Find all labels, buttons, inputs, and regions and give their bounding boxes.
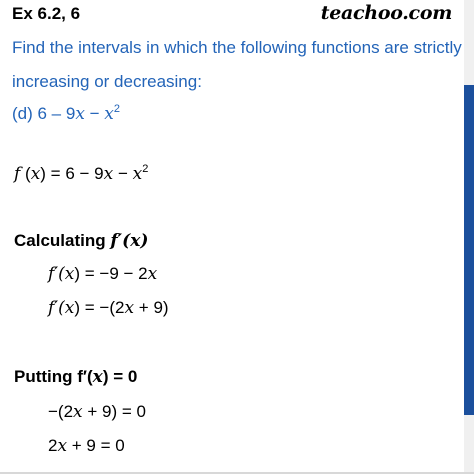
paren-open: ( xyxy=(20,164,31,183)
paren-close: ) xyxy=(140,231,149,251)
question-line-1: Find the intervals in which the following functions are strictly xyxy=(12,38,462,57)
minus-sign: − xyxy=(84,104,105,123)
part-a: −(2 xyxy=(48,402,74,421)
derivative-line-1 xyxy=(48,264,157,284)
exercise-title: Ex 6.2, 6 xyxy=(12,4,81,23)
var-x: x xyxy=(104,104,114,124)
question-line-2: increasing or decreasing: xyxy=(12,72,202,91)
var-x: x xyxy=(132,164,143,184)
function-definition xyxy=(14,163,148,184)
heading-a: Putting f′( xyxy=(14,367,93,386)
part-prefix: (d) 6 – 9 xyxy=(12,104,76,123)
part-a: 2 xyxy=(48,436,58,455)
rhs-part-a: = 6 − 9 xyxy=(45,164,104,183)
var-x: x xyxy=(124,298,135,318)
derivative-line-2 xyxy=(48,298,169,318)
func-fprime: f′( xyxy=(48,264,65,284)
heading-b: ) = 0 xyxy=(102,367,138,386)
exponent: 2 xyxy=(142,163,149,175)
zero-line-2 xyxy=(48,436,125,456)
paren-close: ) xyxy=(40,164,46,183)
var-x: x xyxy=(64,298,75,318)
rhs: ) = −9 − 2 xyxy=(74,264,148,283)
var-x: x xyxy=(103,164,114,184)
var-x: x xyxy=(73,402,83,422)
question-part-d xyxy=(12,103,120,124)
exponent: 2 xyxy=(113,103,120,115)
zero-heading xyxy=(14,367,137,387)
rhs-end: + 9) xyxy=(134,298,169,317)
brand-logo: teachoo.com xyxy=(320,2,452,24)
var-x: x xyxy=(92,367,103,387)
side-accent-bar xyxy=(464,85,474,415)
func-fprime: f′( xyxy=(48,298,65,318)
part-b: + 9) = 0 xyxy=(82,402,146,421)
part-b: + 9 = 0 xyxy=(67,436,125,455)
zero-line-1 xyxy=(48,402,146,422)
var-x: x xyxy=(130,231,141,251)
derivative-heading xyxy=(14,231,148,251)
var-x: x xyxy=(75,104,85,124)
var-x: x xyxy=(147,264,158,284)
var-x: x xyxy=(30,164,41,184)
func-f: f xyxy=(14,164,21,184)
var-x: x xyxy=(64,264,75,284)
func-fprime: f′( xyxy=(110,231,131,251)
var-x: x xyxy=(57,436,68,456)
rhs-part-c: − xyxy=(113,164,133,183)
rhs-mid: ) = −(2 xyxy=(74,298,125,317)
heading-text: Calculating xyxy=(14,231,111,250)
